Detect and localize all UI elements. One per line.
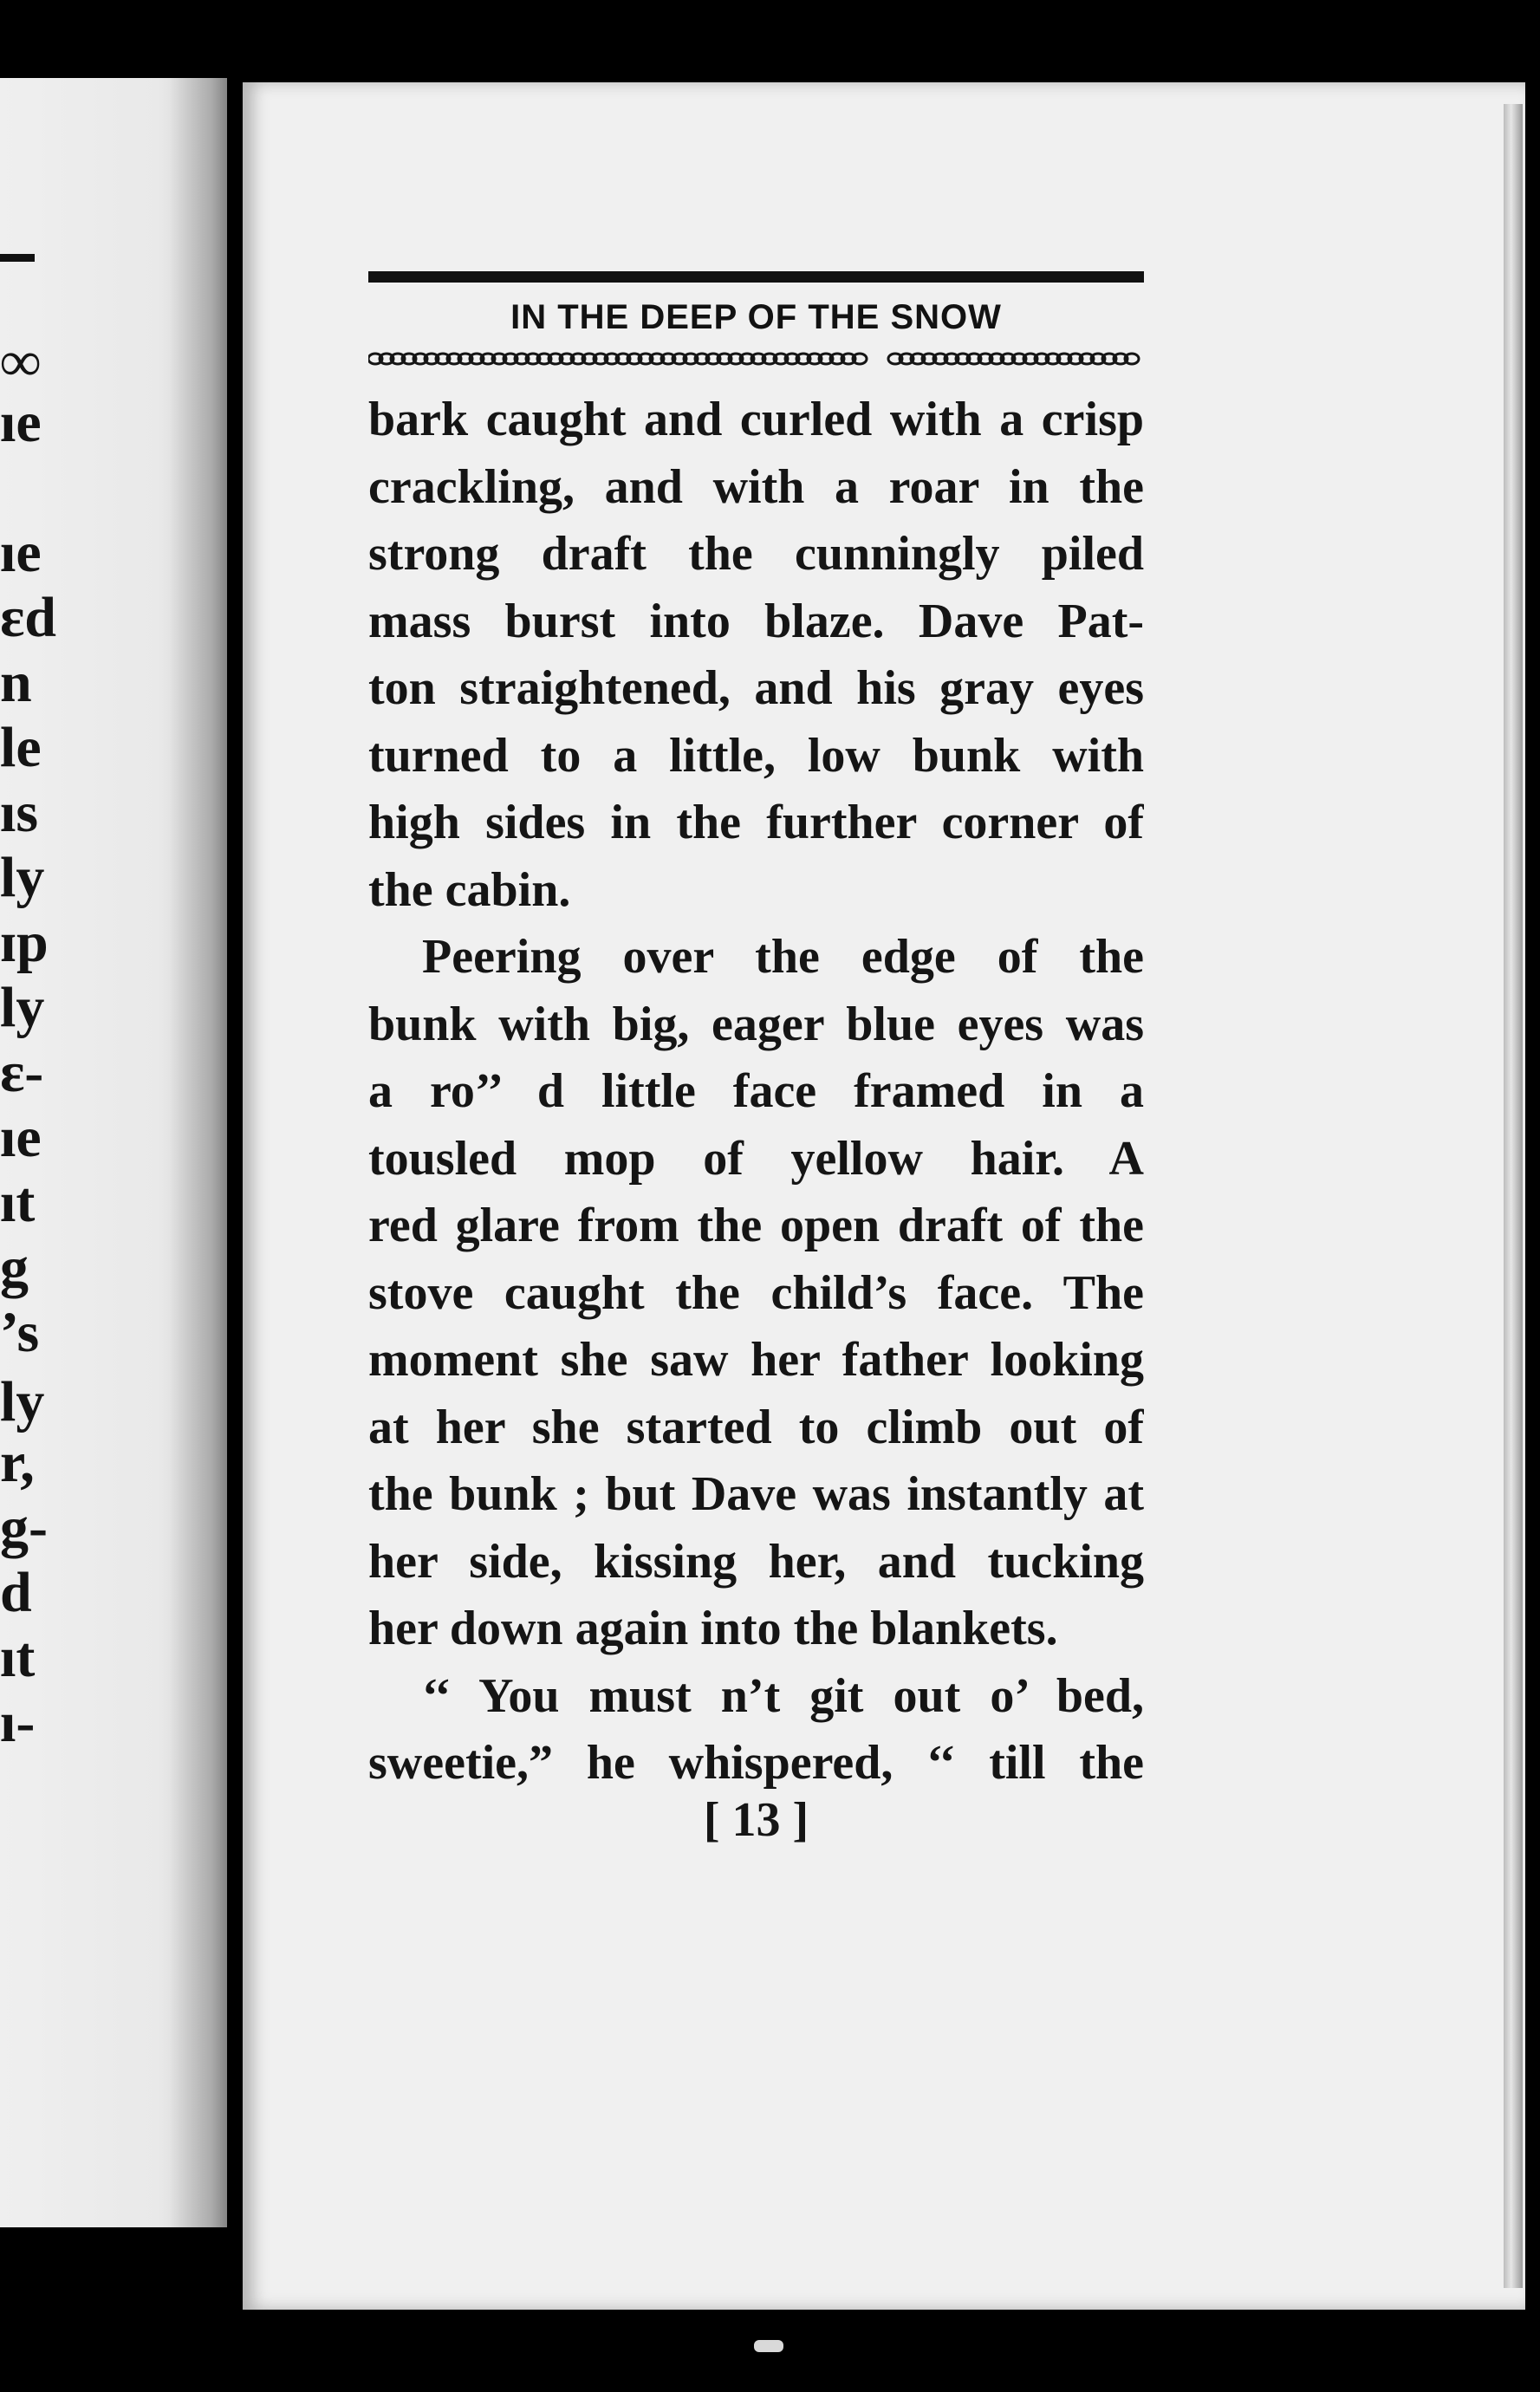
left-page-fragment: g- — [0, 1496, 48, 1559]
text-line: the cabin. — [368, 862, 571, 917]
left-page-fragment: ıt — [0, 1171, 36, 1234]
left-page-fragment: ıe — [0, 391, 42, 454]
text-line: at her she started to climb out of — [368, 1400, 1144, 1454]
text-line: stove caught the child’s face. The — [368, 1265, 1144, 1320]
text-line: Peering over the edge of the — [422, 930, 1144, 984]
body-text — [368, 387, 1144, 1797]
text-line: strong draft the cunningly piled — [368, 527, 1144, 581]
scan-mark — [754, 2340, 783, 2352]
text-line: high sides in the further corner of — [368, 796, 1144, 849]
left-page-fragment: ly — [0, 846, 45, 909]
text-line: ton straightened, and his gray eyes — [368, 661, 1144, 715]
left-page-fragment: le — [0, 716, 42, 779]
left-page-rule — [0, 254, 35, 262]
left-page-fragment: ı- — [0, 1691, 36, 1754]
text-line: sweetie,” he whispered, ‘‘ till the — [368, 1736, 1144, 1790]
left-page-fragment: ıs — [0, 781, 39, 844]
left-page-fragment: d — [0, 1561, 32, 1624]
left-page-fragment: ıt — [0, 1626, 36, 1689]
left-page-fragment: ly — [0, 1370, 45, 1433]
text-line: a ro’’ d little face framed in a — [368, 1064, 1144, 1118]
left-page-fragment: ıe — [0, 521, 42, 584]
text-line: her down again into the blankets. — [368, 1602, 1058, 1655]
chain-ornament — [368, 351, 1144, 367]
left-page-fragment: n — [0, 651, 32, 714]
left-page-fragment: r, — [0, 1431, 35, 1494]
left-page-fragment: ɪp — [0, 911, 49, 974]
left-page-fragment: ’s — [0, 1301, 40, 1364]
text-line: red glare from the open draft of the — [368, 1199, 1144, 1252]
left-page-fragment: ∞ — [0, 330, 42, 393]
text-line: bark caught and curled with a crisp — [368, 393, 1144, 446]
text-line: crackling, and with a roar in the — [368, 459, 1144, 514]
text-line: tousled mop of yellow hair. A — [368, 1131, 1144, 1186]
text-line: ‘‘ You must n’t git out o’ bed, — [422, 1668, 1144, 1723]
left-page-fragment: ɛ- — [0, 1041, 44, 1104]
text-line: moment she saw her father looking — [368, 1333, 1144, 1387]
left-page-fragment: g — [0, 1236, 29, 1299]
page-edge — [1504, 104, 1523, 2288]
left-page-fragment: ıe — [0, 1106, 42, 1169]
running-head: IN THE DEEP OF THE SNOW — [510, 298, 1002, 336]
header-rule — [368, 271, 1144, 283]
page-number: [ 13 ] — [703, 1793, 809, 1847]
left-page-fragment: ly — [0, 976, 45, 1039]
text-line: bunk with big, eager blue eyes was — [368, 997, 1144, 1051]
text-line: her side, kissing her, and tucking — [368, 1534, 1144, 1589]
text-line: turned to a little, low bunk with — [368, 728, 1144, 783]
text-line: mass burst into blaze. Dave Pat- — [368, 594, 1144, 648]
text-line: the bunk ; but Dave was instantly at — [368, 1467, 1144, 1521]
book-gutter-shadow — [169, 78, 247, 2227]
left-page-fragment: ɛd — [0, 586, 56, 649]
